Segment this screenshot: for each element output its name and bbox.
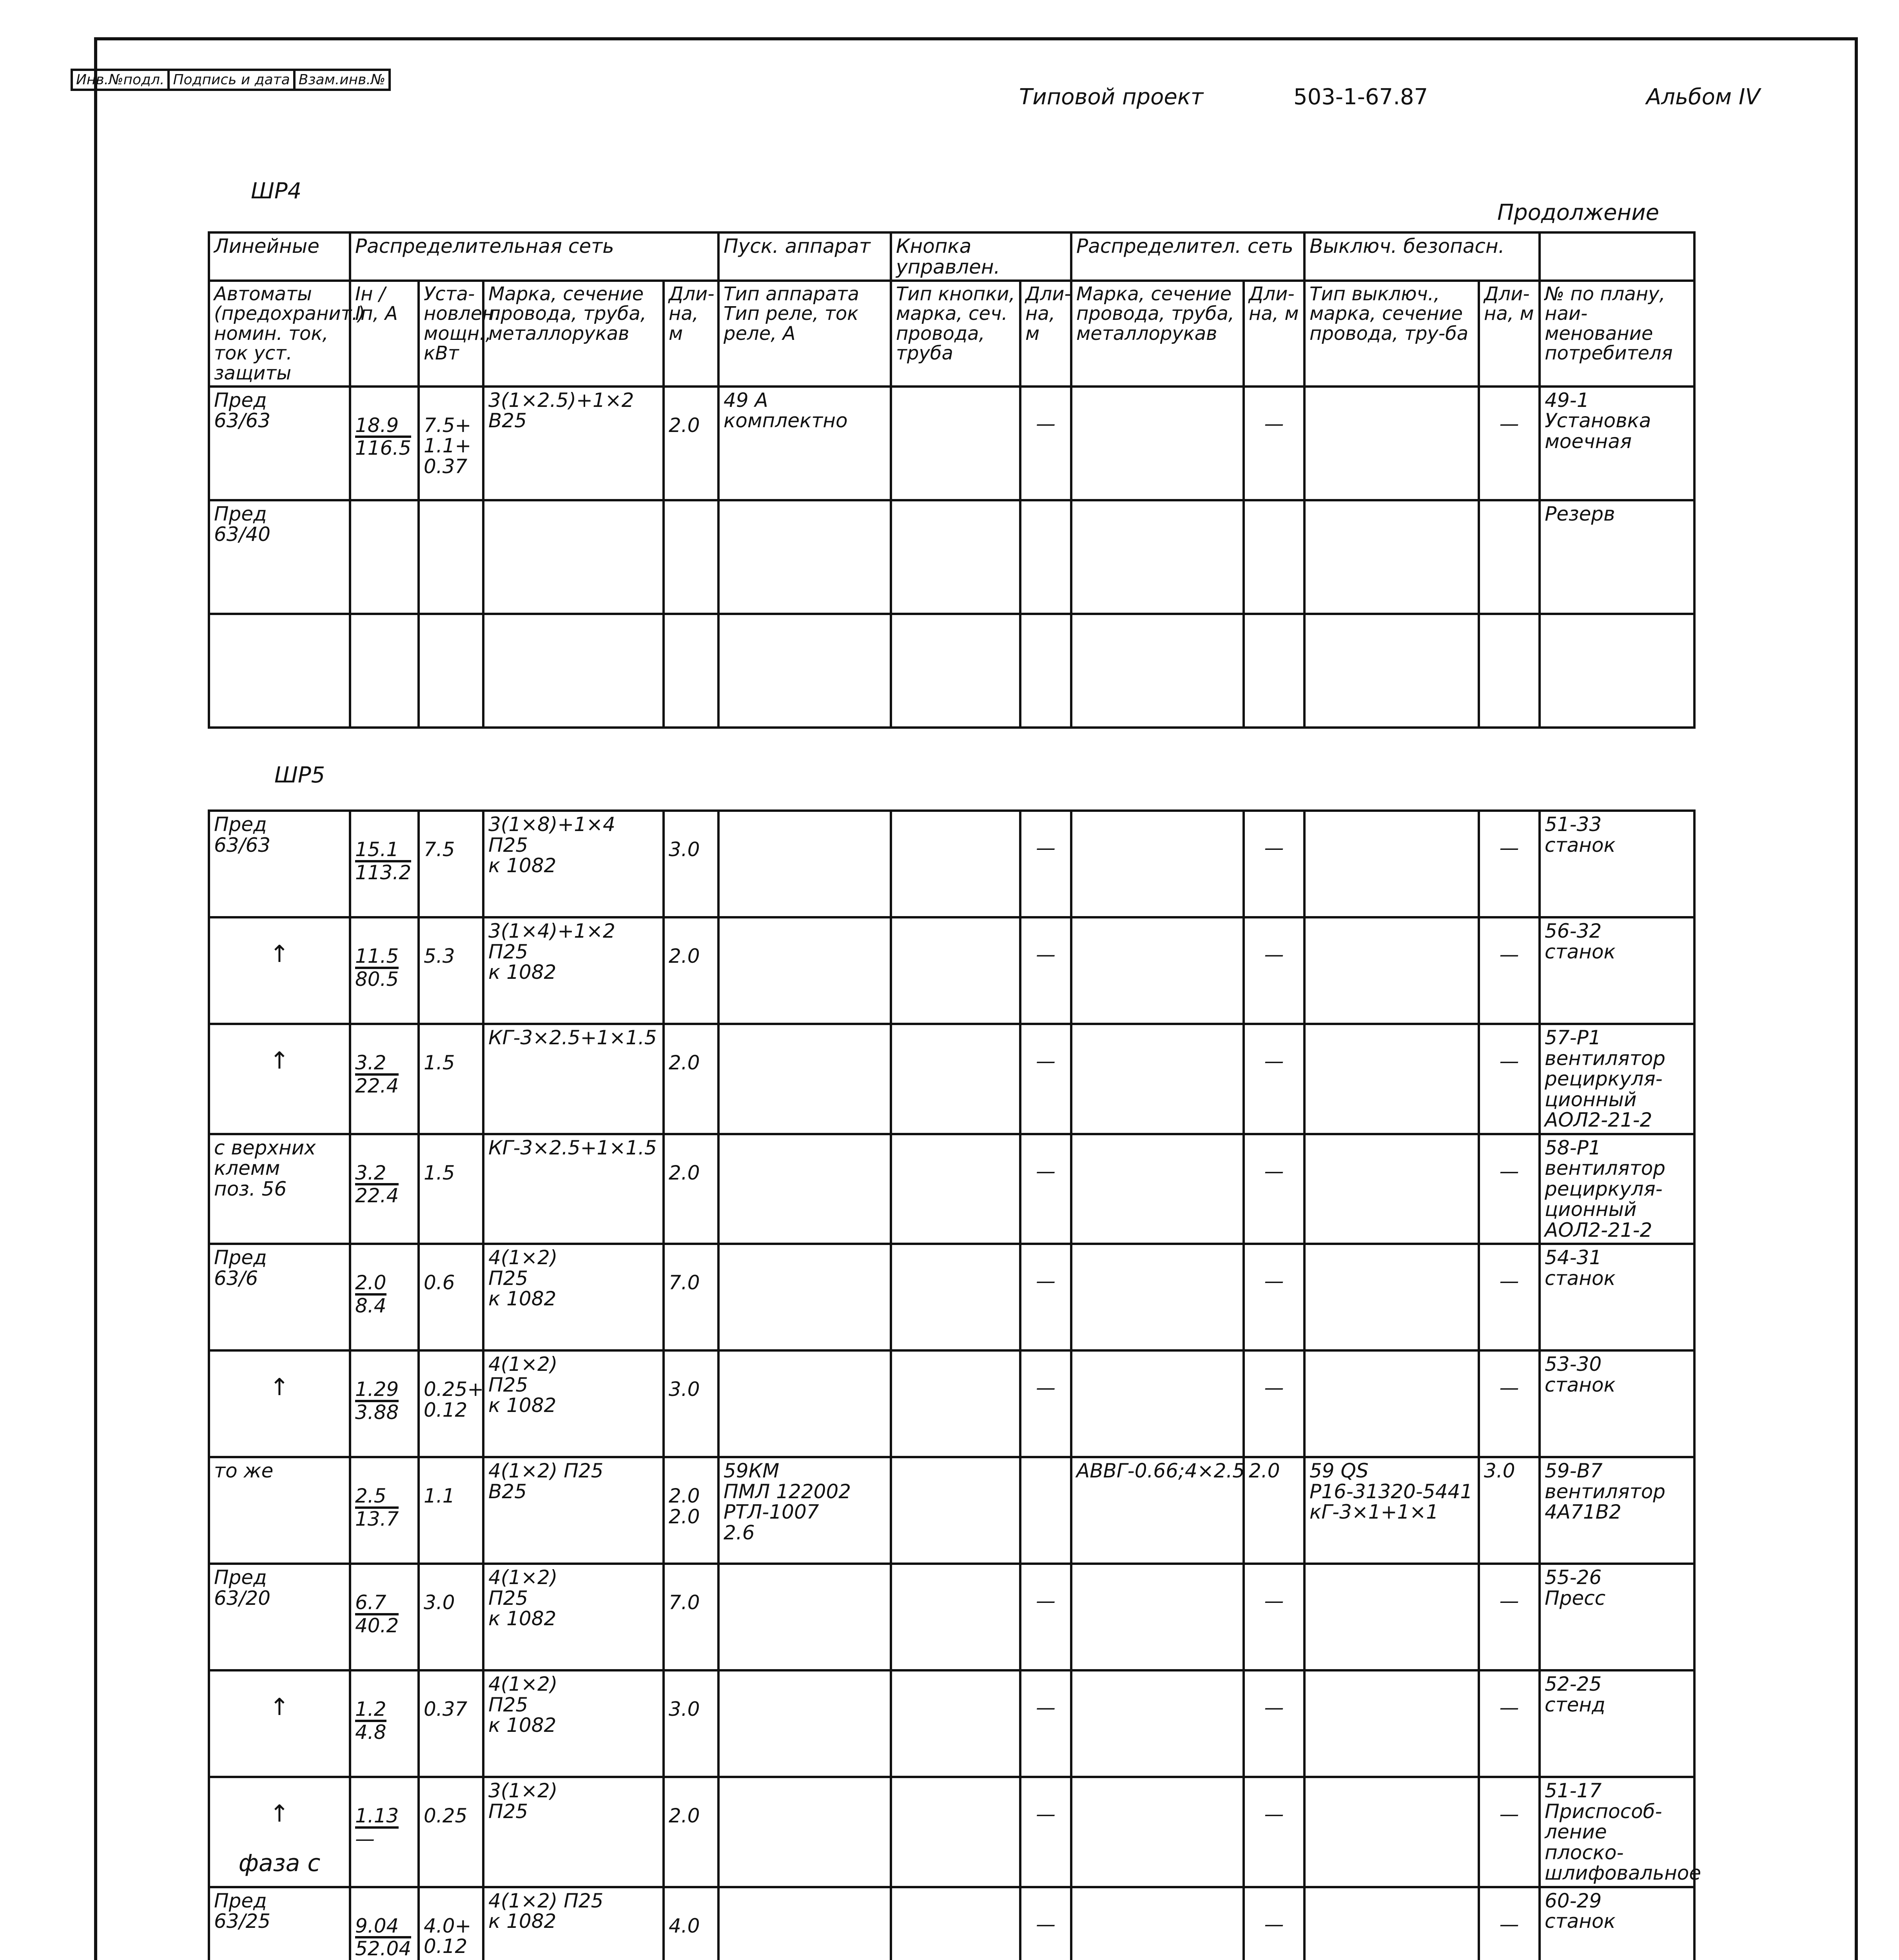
col-length: Дли-на, м [664,281,718,387]
button-cell [891,387,1020,500]
table-row [209,1024,1694,1134]
shr5-table [208,809,1701,1960]
table-row [209,1244,1694,1350]
power-cell: 0.25+ 0.12 [419,1350,483,1457]
rated-current: 2.0 [355,1272,386,1296]
button-length-cell: — [1020,811,1071,917]
starter-cell: 59КМ ПМЛ 122002 РТЛ-1007 2.6 [718,1457,891,1564]
starter-cell [718,1134,891,1244]
starter-cell [718,1670,891,1777]
cable-cell: 3(1×2) П25 [483,1777,664,1887]
col-dist-length: Дли-на, м [1244,281,1304,387]
current-cell [350,614,419,728]
table-row [209,811,1694,917]
shr5-rows [209,811,1701,1960]
switch-length-cell: — [1479,811,1540,917]
starter-cell [718,1777,891,1887]
consumer-cell: 51-33 станок [1540,811,1694,917]
button-length-cell: — [1020,1350,1071,1457]
table-row [209,1887,1694,1960]
cable-cell: 3(1×8)+1×4 П25 к 1082 [483,811,664,917]
switch-cell [1304,500,1479,614]
length-cell: 2.0 [664,917,718,1024]
length-cell: 2.0 [664,1024,718,1134]
automat-cell: ↑ [209,1024,350,1134]
dist-length-cell: — [1244,387,1304,500]
group-safety-switch: Выключ. безопасн. [1304,232,1540,281]
automat-cell: ↑ фаза с [209,1777,350,1887]
switch-length-cell: — [1479,917,1540,1024]
switch-cell [1304,917,1479,1024]
corner-stamp-sign: Подпись и дата [169,70,294,90]
button-length-cell: — [1020,1777,1071,1887]
button-cell [891,1887,1020,1960]
rated-current: 1.29 [355,1379,399,1402]
button-cell [891,1024,1020,1134]
current-cell [350,1457,419,1564]
table-row [209,500,1694,614]
button-cell [891,1244,1020,1350]
current-cell [350,387,419,500]
group-dist-net: Распределительная сеть [350,232,718,281]
consumer-cell: 51-17 Приспособ- ление плоско- шлифовальное [1540,1777,1694,1887]
start-current: 80.5 [355,967,399,991]
current-cell [350,811,419,917]
dist-cable-cell [1071,387,1244,500]
dist-cable-cell [1071,500,1244,614]
current-cell [350,1887,419,1960]
length-cell: 3.0 [664,1670,718,1777]
consumer-cell: Резерв [1540,500,1694,614]
table-row [209,614,1694,728]
table-row [209,1457,1694,1564]
consumer-cell: 56-32 станок [1540,917,1694,1024]
start-current: 116.5 [355,437,412,460]
consumer-cell: 60-29 станок [1540,1887,1694,1960]
length-cell [664,614,718,728]
start-current: 40.2 [355,1614,399,1637]
start-current: — [355,1827,375,1850]
col-dist-cable: Марка, сечение провода, труба, металлорукав [1071,281,1244,387]
group-linear: Линейные [209,232,350,281]
col-auto: Автоматы (предохранит.) номин. ток, ток уст. защиты [209,281,350,387]
dist-cable-cell [1071,1350,1244,1457]
starter-cell [718,1887,891,1960]
dist-length-cell: — [1244,1670,1304,1777]
col-cable: Марка, сечение провода, труба, металлорукав [483,281,664,387]
button-cell [891,917,1020,1024]
dist-cable-cell [1071,1564,1244,1670]
switch-cell [1304,1244,1479,1350]
switch-cell [1304,1777,1479,1887]
col-consumer: № по плану, наи-менование потребителя [1540,281,1694,387]
rated-current: 2.5 [355,1486,399,1509]
power-cell: 1.1 [419,1457,483,1564]
power-cell: 1.5 [419,1134,483,1244]
power-cell: 1.5 [419,1024,483,1134]
switch-cell [1304,387,1479,500]
dist-cable-cell [1071,614,1244,728]
rated-current: 1.2 [355,1699,386,1722]
switch-cell [1304,1134,1479,1244]
shr4-label: ШР4 [251,178,302,204]
automat-cell: Пред 63/20 [209,1564,350,1670]
button-length-cell [1020,1457,1071,1564]
current-cell [350,1670,419,1777]
current-cell [350,1777,419,1887]
corner-stamp-inv: Инв.№подл. [72,70,169,90]
switch-cell [1304,1024,1479,1134]
switch-length-cell: — [1479,1244,1540,1350]
automat-cell: Пред 63/63 [209,811,350,917]
start-current: 3.88 [355,1401,399,1424]
col-power: Уста-новлен. мощн., кВт [419,281,483,387]
button-length-cell: — [1020,1887,1071,1960]
switch-length-cell: — [1479,1887,1540,1960]
switch-length-cell: — [1479,1777,1540,1887]
switch-length-cell: — [1479,1670,1540,1777]
switch-cell [1304,1670,1479,1777]
cable-cell: 4(1×2) П25 к 1082 [483,1670,664,1777]
dist-length-cell: — [1244,811,1304,917]
consumer-cell: 52-25 стенд [1540,1670,1694,1777]
current-cell [350,1564,419,1670]
start-current: 13.7 [355,1507,399,1530]
cable-cell: 4(1×2) П25 В25 [483,1457,664,1564]
cable-cell: КГ-3×2.5+1×1.5 [483,1134,664,1244]
length-cell: 7.0 [664,1564,718,1670]
length-cell: 4.0 [664,1887,718,1960]
switch-length-cell: — [1479,1564,1540,1670]
length-cell [664,500,718,614]
automat-cell: то же [209,1457,350,1564]
consumer-cell: 57-Р1 вентилятор рециркуля- ционный АОЛ2-21-2 [1540,1024,1694,1134]
dist-length-cell: — [1244,1134,1304,1244]
dist-cable-cell [1071,1024,1244,1134]
switch-cell [1304,811,1479,917]
starter-cell: 49 А комплектно [718,387,891,500]
switch-length-cell [1479,500,1540,614]
power-cell: 0.6 [419,1244,483,1350]
dist-cable-cell [1071,1670,1244,1777]
button-length-cell: — [1020,387,1071,500]
start-current: 8.4 [355,1294,386,1317]
switch-cell [1304,1350,1479,1457]
button-length-cell [1020,614,1071,728]
starter-cell [718,1244,891,1350]
rated-current: 15.1 [355,839,411,862]
automat-cell: Пред 63/63 [209,387,350,500]
start-current: 22.4 [355,1074,399,1097]
power-cell [419,500,483,614]
switch-length-cell: — [1479,1350,1540,1457]
table-row [209,1777,1694,1887]
power-cell [419,614,483,728]
button-cell [891,1777,1020,1887]
power-cell: 7.5 [419,811,483,917]
shr4-rows [209,387,1694,728]
automat-cell: Пред 63/25 [209,1887,350,1960]
length-cell: 3.0 [664,1350,718,1457]
rated-current: 9.04 [355,1916,411,1939]
length-cell: 2.0 [664,1777,718,1887]
switch-length-cell: — [1479,387,1540,500]
power-cell: 4.0+ 0.12 [419,1887,483,1960]
start-current: 52.04 [355,1937,412,1960]
automat-cell: Пред 63/40 [209,500,350,614]
cable-cell: 4(1×2) П25 к 1082 [483,1244,664,1350]
power-cell: 7.5+ 1.1+ 0.37 [419,387,483,500]
col-switch-length: Дли-на, м [1479,281,1540,387]
starter-cell [718,1024,891,1134]
current-cell [350,1024,419,1134]
dist-length-cell [1244,614,1304,728]
button-cell [891,1564,1020,1670]
button-length-cell: — [1020,1134,1071,1244]
group-dist-net-2: Распределител. сеть [1071,232,1304,281]
power-cell: 3.0 [419,1564,483,1670]
automat-cell: ↑ [209,917,350,1024]
button-cell [891,811,1020,917]
dist-cable-cell: АВВГ-0.66;4×2.5 [1071,1457,1244,1564]
rated-current: 3.2 [355,1053,399,1076]
rated-current: 6.7 [355,1592,399,1615]
button-cell [891,614,1020,728]
table-row [209,1350,1694,1457]
length-cell: 7.0 [664,1244,718,1350]
consumer-cell: 58-Р1 вентилятор рециркуля- ционный АОЛ2-21-2 [1540,1134,1694,1244]
table-row [209,1564,1694,1670]
table-row [209,387,1694,500]
dist-cable-cell [1071,1244,1244,1350]
dist-length-cell: — [1244,1564,1304,1670]
start-current: 22.4 [355,1184,399,1207]
consumer-cell: 59-В7 вентилятор 4А71В2 [1540,1457,1694,1564]
current-cell [350,1244,419,1350]
button-cell [891,1670,1020,1777]
starter-cell [718,917,891,1024]
power-cell: 0.37 [419,1670,483,1777]
switch-cell: 59 QS Р16-31320-5441 кГ-3×1+1×1 [1304,1457,1479,1564]
switch-length-cell: 3.0 [1479,1457,1540,1564]
automat-cell: Пред 63/6 [209,1244,350,1350]
dist-length-cell: — [1244,917,1304,1024]
start-current: 113.2 [355,861,412,884]
starter-cell [718,500,891,614]
dist-length-cell: 2.0 [1244,1457,1304,1564]
col-switch: Тип выключ., марка, сечение провода, тру-ба [1304,281,1479,387]
automat-cell: ↑ [209,1350,350,1457]
shr5-label: ШР5 [274,762,325,788]
cable-cell: 4(1×2) П25 к 1082 [483,1564,664,1670]
dist-cable-cell [1071,1134,1244,1244]
power-cell: 5.3 [419,917,483,1024]
automat-cell: ↑ [209,1670,350,1777]
button-cell [891,1350,1020,1457]
dist-length-cell: — [1244,1350,1304,1457]
corner-stamp-replace: Взам.инв.№ [294,70,390,90]
start-current: 4.8 [355,1720,386,1744]
length-cell: 3.0 [664,811,718,917]
button-cell [891,1457,1020,1564]
length-cell: 2.0 [664,1134,718,1244]
col-button-length: Дли-на, м [1020,281,1071,387]
starter-cell [718,1564,891,1670]
switch-length-cell: — [1479,1024,1540,1134]
button-length-cell: — [1020,1244,1071,1350]
switch-cell [1304,1887,1479,1960]
cable-cell: 4(1×2) П25 к 1082 [483,1887,664,1960]
table-row [209,917,1694,1024]
album-label: Альбом IV [1646,84,1760,110]
current-cell [350,917,419,1024]
length-cell: 2.0 2.0 [664,1457,718,1564]
switch-cell [1304,1564,1479,1670]
current-cell [350,1134,419,1244]
dist-length-cell: — [1244,1777,1304,1887]
current-cell [350,1350,419,1457]
button-length-cell: — [1020,1024,1071,1134]
shr4-table [208,231,1696,729]
length-cell: 2.0 [664,387,718,500]
cable-cell: 4(1×2) П25 к 1082 [483,1350,664,1457]
consumer-cell [1540,614,1694,728]
cable-cell: КГ-3×2.5+1×1.5 [483,1024,664,1134]
rated-current: 1.13 [355,1806,399,1829]
group-button: Кнопка управлен. [891,232,1071,281]
project-code: 503-1-67.87 [1293,84,1428,110]
button-cell [891,500,1020,614]
current-cell [350,500,419,614]
col-button: Тип кнопки, марка, сеч. провода, труба [891,281,1020,387]
switch-length-cell [1479,614,1540,728]
rated-current: 3.2 [355,1163,399,1186]
button-length-cell: — [1020,917,1071,1024]
starter-cell [718,614,891,728]
consumer-cell: 55-26 Пресс [1540,1564,1694,1670]
dist-length-cell: — [1244,1244,1304,1350]
automat-cell: с верхних клемм поз. 56 [209,1134,350,1244]
dist-length-cell: — [1244,1024,1304,1134]
dist-cable-cell [1071,917,1244,1024]
project-label: Типовой проект [1019,84,1204,110]
button-length-cell [1020,500,1071,614]
dist-cable-cell [1071,1777,1244,1887]
dist-cable-cell [1071,1887,1244,1960]
dist-length-cell [1244,500,1304,614]
consumer-cell: 54-31 станок [1540,1244,1694,1350]
cable-cell [483,614,664,728]
button-cell [891,1134,1020,1244]
consumer-cell: 49-1 Установка моечная [1540,387,1694,500]
col-starter: Тип аппарата Тип реле, ток реле, А [718,281,891,387]
col-current: Iн / Iп, А [350,281,419,387]
continuation-label: Продолжение [1497,200,1660,225]
table-row [209,1134,1694,1244]
rated-current: 18.9 [355,415,411,438]
button-length-cell: — [1020,1670,1071,1777]
dist-length-cell: — [1244,1887,1304,1960]
cable-cell [483,500,664,614]
switch-cell [1304,614,1479,728]
power-cell: 0.25 [419,1777,483,1887]
button-length-cell: — [1020,1564,1071,1670]
switch-length-cell: — [1479,1134,1540,1244]
cable-cell: 3(1×2.5)+1×2 В25 [483,387,664,500]
starter-cell [718,811,891,917]
rated-current: 11.5 [355,946,399,969]
automat-cell [209,614,350,728]
table-row [209,1670,1694,1777]
dist-cable-cell [1071,811,1244,917]
cable-cell: 3(1×4)+1×2 П25 к 1082 [483,917,664,1024]
starter-cell [718,1350,891,1457]
consumer-cell: 53-30 станок [1540,1350,1694,1457]
group-starter: Пуск. аппарат [718,232,891,281]
